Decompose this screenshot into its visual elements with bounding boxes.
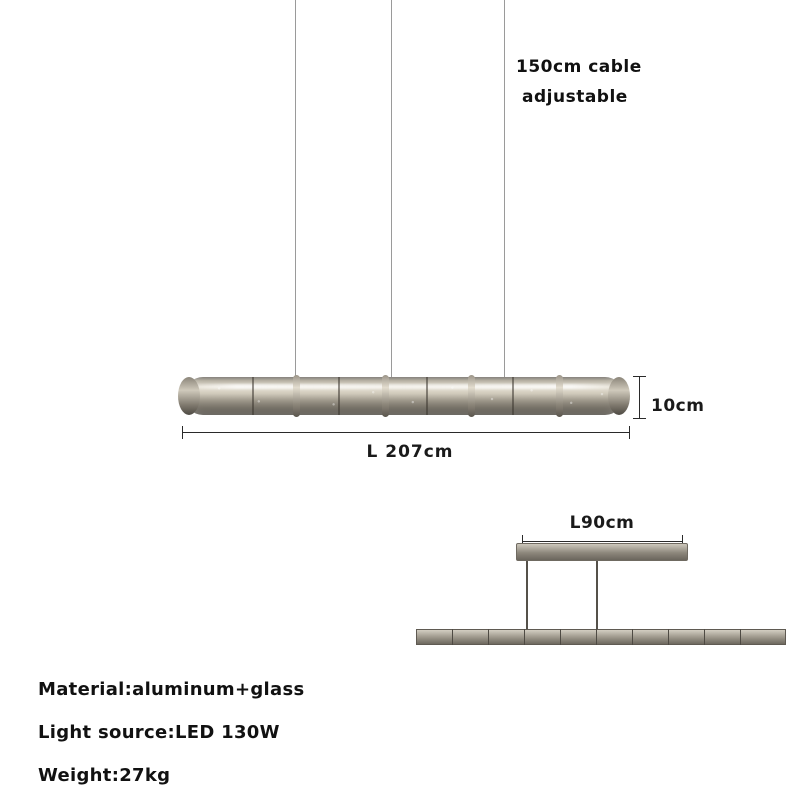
pendant-front-view xyxy=(400,505,800,665)
light-bar-divider xyxy=(632,629,633,645)
drop-rod-left xyxy=(526,561,528,633)
suspension-cable-left xyxy=(295,0,296,385)
light-bar-divider xyxy=(740,629,741,645)
tube-metal-ring xyxy=(468,375,475,417)
light-bar-divider xyxy=(524,629,525,645)
length-dimension-line xyxy=(182,432,630,433)
height-dimension-tick-top xyxy=(633,376,646,377)
tube-metal-ring xyxy=(556,375,563,417)
light-bar-divider xyxy=(560,629,561,645)
canopy-width-dimension-line xyxy=(522,541,682,542)
height-dimension-tick-bottom xyxy=(633,418,646,419)
tube-segment-divider xyxy=(512,377,514,415)
cable-note-line-2: adjustable xyxy=(522,87,628,107)
tube-end-cap-left xyxy=(178,377,200,415)
tube-segment-divider xyxy=(252,377,254,415)
light-bar-divider xyxy=(596,629,597,645)
tube-segment-divider xyxy=(426,377,428,415)
spec-light-source: Light source:LED 130W xyxy=(38,722,280,743)
suspension-cable-right xyxy=(504,0,505,383)
light-bar-divider xyxy=(668,629,669,645)
length-dimension-tick-right xyxy=(629,426,630,439)
length-dimension-tick-left xyxy=(182,426,183,439)
tube-end-cap-right xyxy=(608,377,630,415)
length-dimension-label: L 207cm xyxy=(366,442,454,462)
spec-weight: Weight:27kg xyxy=(38,765,171,786)
height-dimension-label: 10cm xyxy=(651,396,705,416)
tube-segment-divider xyxy=(338,377,340,415)
pendant-fixture-elevation xyxy=(178,373,630,420)
light-bar-front xyxy=(416,629,786,645)
cable-note-line-1: 150cm cable xyxy=(516,57,642,77)
light-bar-divider xyxy=(488,629,489,645)
drop-rod-right xyxy=(596,561,598,633)
height-dimension-line xyxy=(639,376,640,418)
spec-material: Material:aluminum+glass xyxy=(38,679,305,700)
canopy-width-label: L90cm xyxy=(569,513,635,533)
tube-metal-ring xyxy=(293,375,300,417)
tube-metal-ring xyxy=(382,375,389,417)
specification-list xyxy=(38,668,558,797)
light-bar-divider xyxy=(704,629,705,645)
suspension-cable-center xyxy=(391,0,392,382)
cable-length-annotation xyxy=(516,52,776,112)
light-bar-divider xyxy=(452,629,453,645)
ceiling-canopy xyxy=(516,543,688,561)
